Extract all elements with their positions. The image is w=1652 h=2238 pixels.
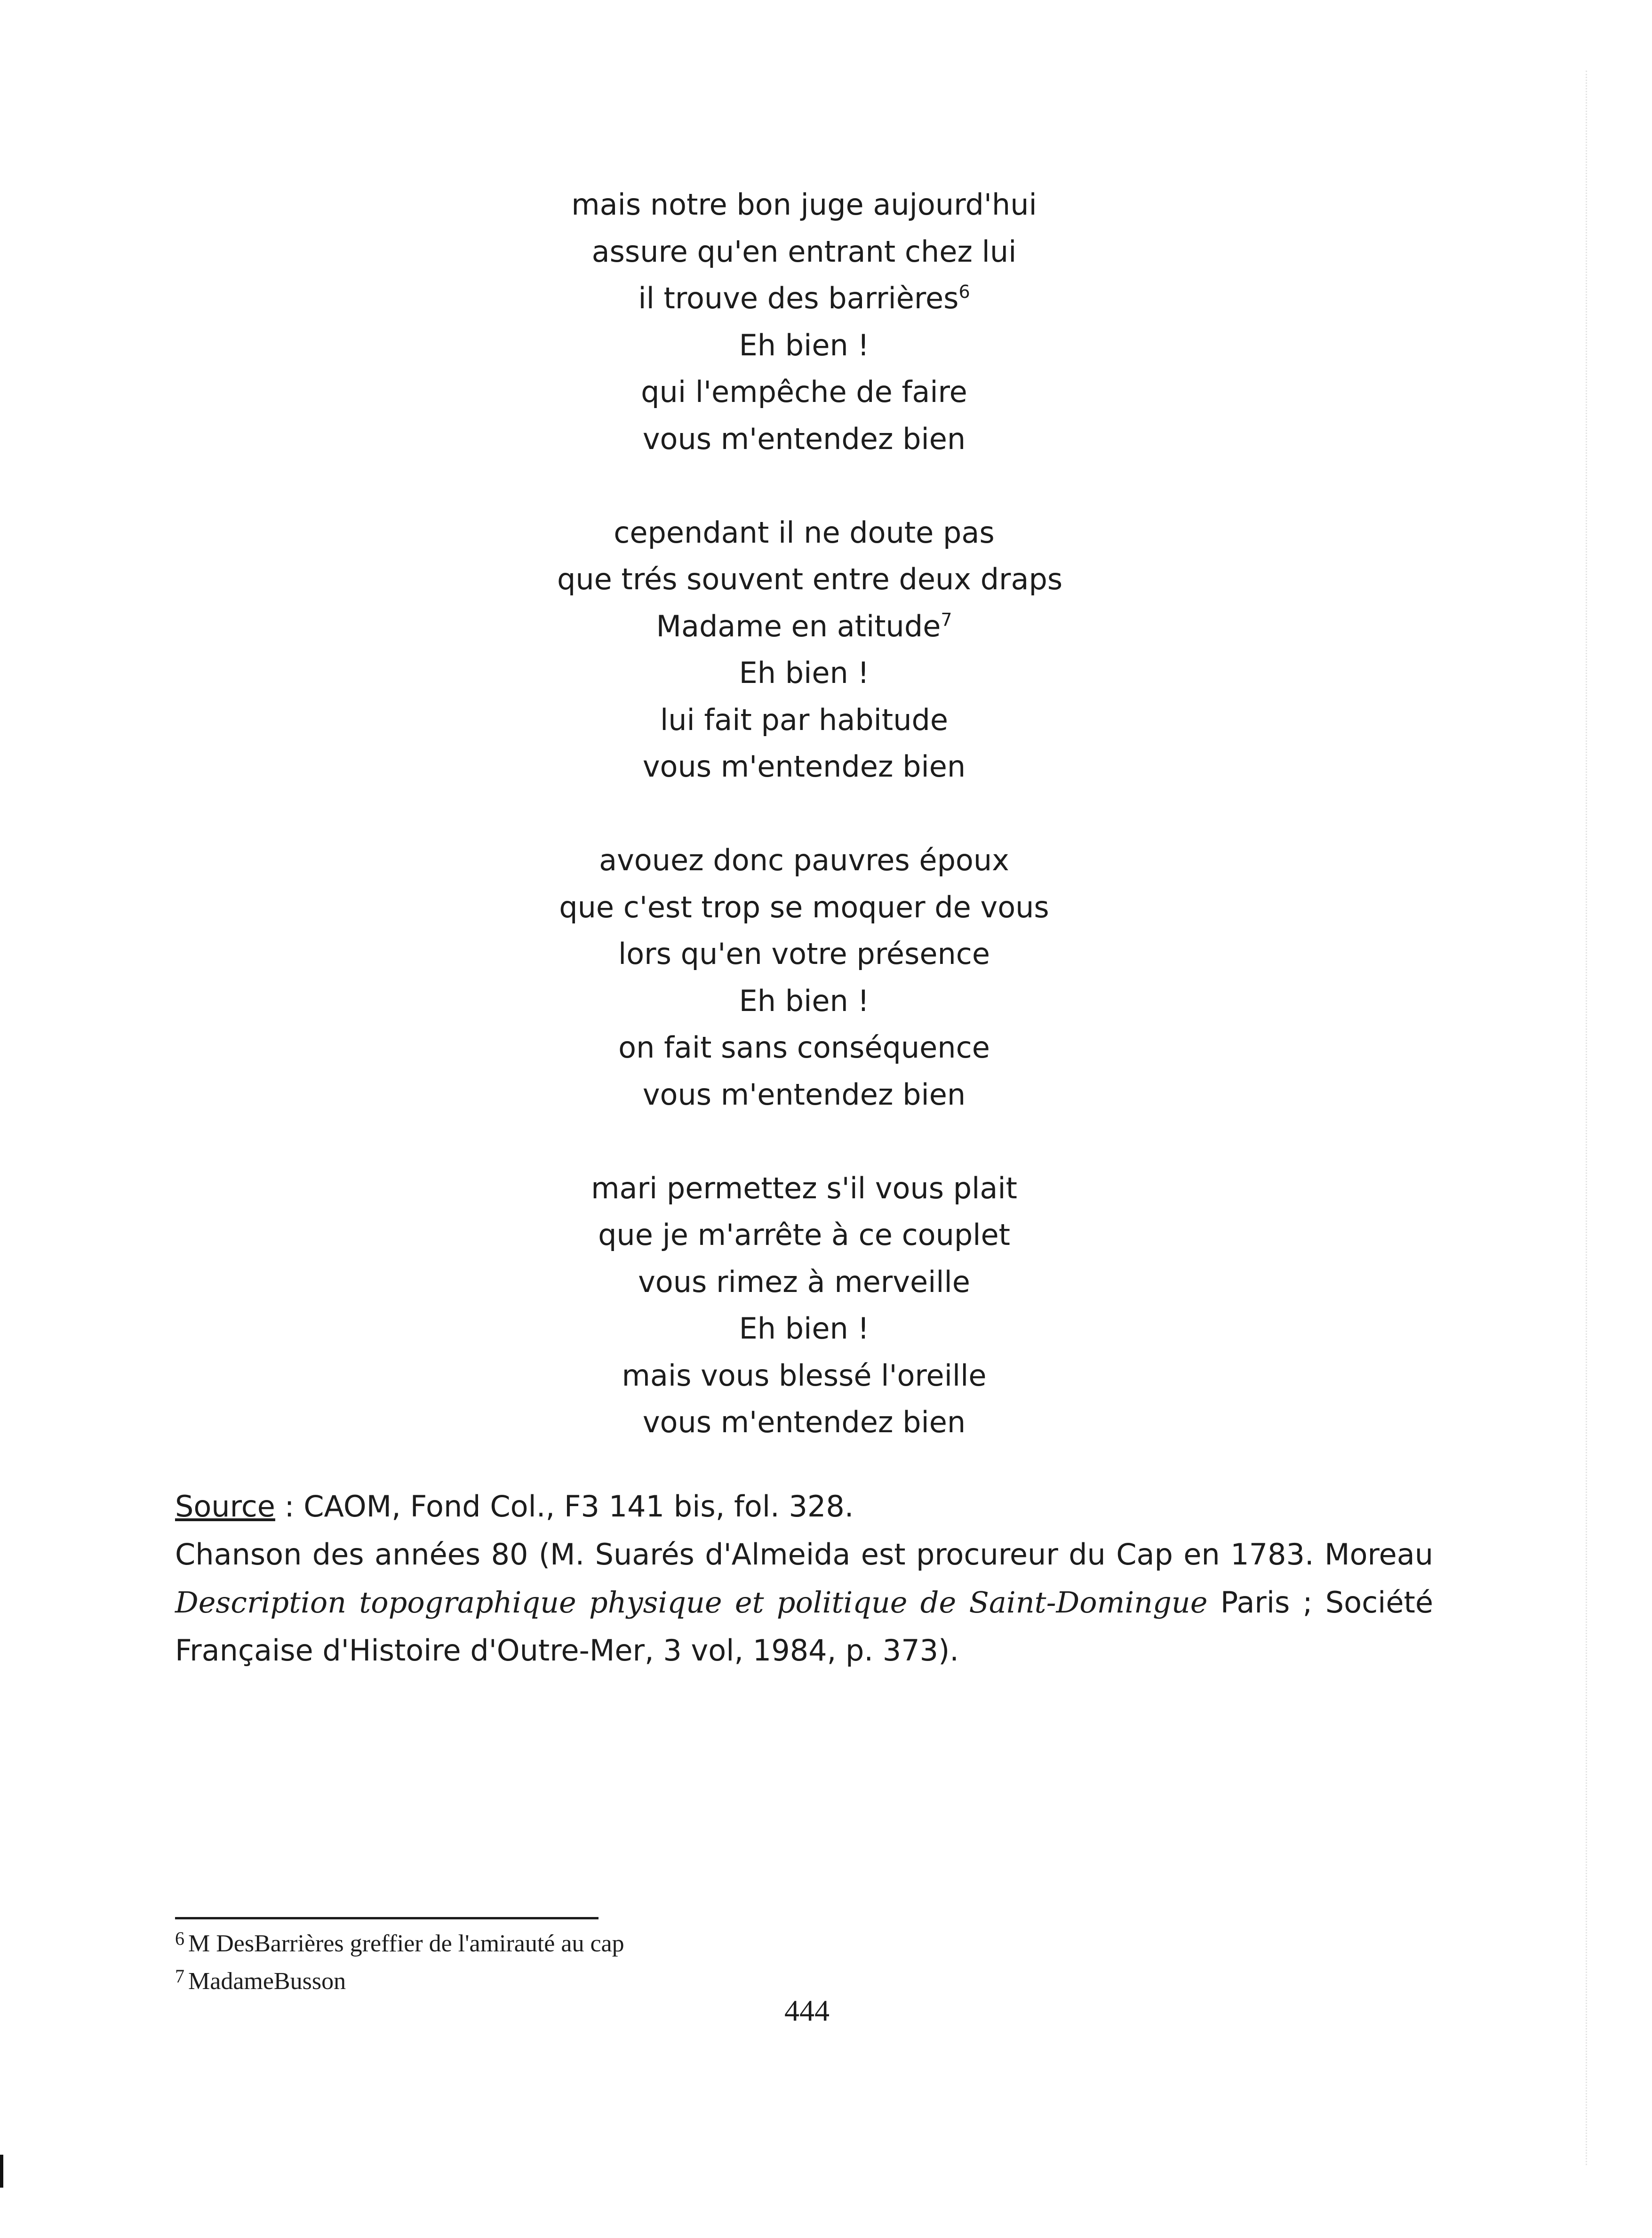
source-citation <box>175 1483 1433 1531</box>
verse-line: assure qu'en entrant chez lui <box>591 234 1017 269</box>
footnote-number: 7 <box>175 1965 184 1987</box>
verse-line: vous m'entendez bien <box>642 1077 966 1112</box>
verse-line: mais notre bon juge aujourd'hui <box>571 187 1037 222</box>
footnote-6 <box>175 1925 624 1963</box>
stanza-3 <box>557 837 1051 1118</box>
commentary-text-end: Paris ; Société Française d'Histoire d'Outre-Mer, 3 vol, 1984, p. 373). <box>175 1585 1433 1668</box>
verse-line: vous rimez à merveille <box>638 1264 970 1299</box>
verse-line: Eh bien ! <box>739 1311 870 1346</box>
book-title: Description topographique physique et politique de Saint-Domingue <box>175 1585 1208 1620</box>
source-note <box>175 1483 1433 1675</box>
verse-line: mari permettez s'il vous plait <box>591 1171 1017 1205</box>
verse-line: vous m'entendez bien <box>642 1405 966 1439</box>
verse-line: lors qu'en votre présence <box>618 937 990 971</box>
verse-line <box>557 603 1051 650</box>
footnote-reference: 6 <box>958 281 970 302</box>
source-citation-text: : CAOM, Fond Col., F3 141 bis, fol. 328. <box>275 1489 854 1524</box>
verse-line-text: il trouve des barrières <box>638 281 959 315</box>
verse-line: Eh bien ! <box>739 656 870 690</box>
footnotes <box>175 1925 624 2000</box>
stanza-4 <box>557 1165 1051 1446</box>
verse-line: on fait sans conséquence <box>618 1030 990 1065</box>
footnote-text: M DesBarrières greffier de l'amirauté au cap <box>188 1930 624 1957</box>
scan-edge-artifact <box>1586 71 1589 2165</box>
stanza-2 <box>557 509 1063 790</box>
verse-line-text: Madame en atitude <box>656 609 941 643</box>
commentary-text: Chanson des années 80 (M. Suarés d'Almeida est procureur du Cap en 1783. Moreau <box>175 1537 1433 1572</box>
source-commentary <box>175 1531 1433 1675</box>
source-label: Source <box>175 1489 275 1524</box>
verse-line: lui fait par habitude <box>660 702 949 737</box>
page-number: 444 <box>784 1994 830 2027</box>
scan-mark-artifact <box>0 2155 3 2188</box>
footnote-text: MadameBusson <box>188 1968 346 1995</box>
footnote-reference: 7 <box>941 609 952 630</box>
verse-line: vous m'entendez bien <box>642 749 966 784</box>
footnote-number: 6 <box>175 1928 184 1949</box>
verse-line: que c'est trop se moquer de vous <box>559 890 1049 924</box>
verse-line: Eh bien ! <box>739 328 870 362</box>
verse-line: avouez donc pauvres époux <box>599 843 1009 877</box>
poem <box>557 181 1063 1446</box>
verse-line: cependant il ne doute pas <box>614 515 995 550</box>
verse-line <box>557 275 1051 322</box>
footnote-separator <box>175 1917 599 1919</box>
verse-line: que trés souvent entre deux draps <box>557 562 1063 596</box>
verse-line: que je m'arrête à ce couplet <box>598 1218 1010 1252</box>
verse-line: qui l'empêche de faire <box>641 375 967 409</box>
verse-line: vous m'entendez bien <box>642 421 966 456</box>
verse-line: Eh bien ! <box>739 983 870 1018</box>
stanza-1 <box>557 181 1051 462</box>
verse-line: mais vous blessé l'oreille <box>622 1358 987 1393</box>
